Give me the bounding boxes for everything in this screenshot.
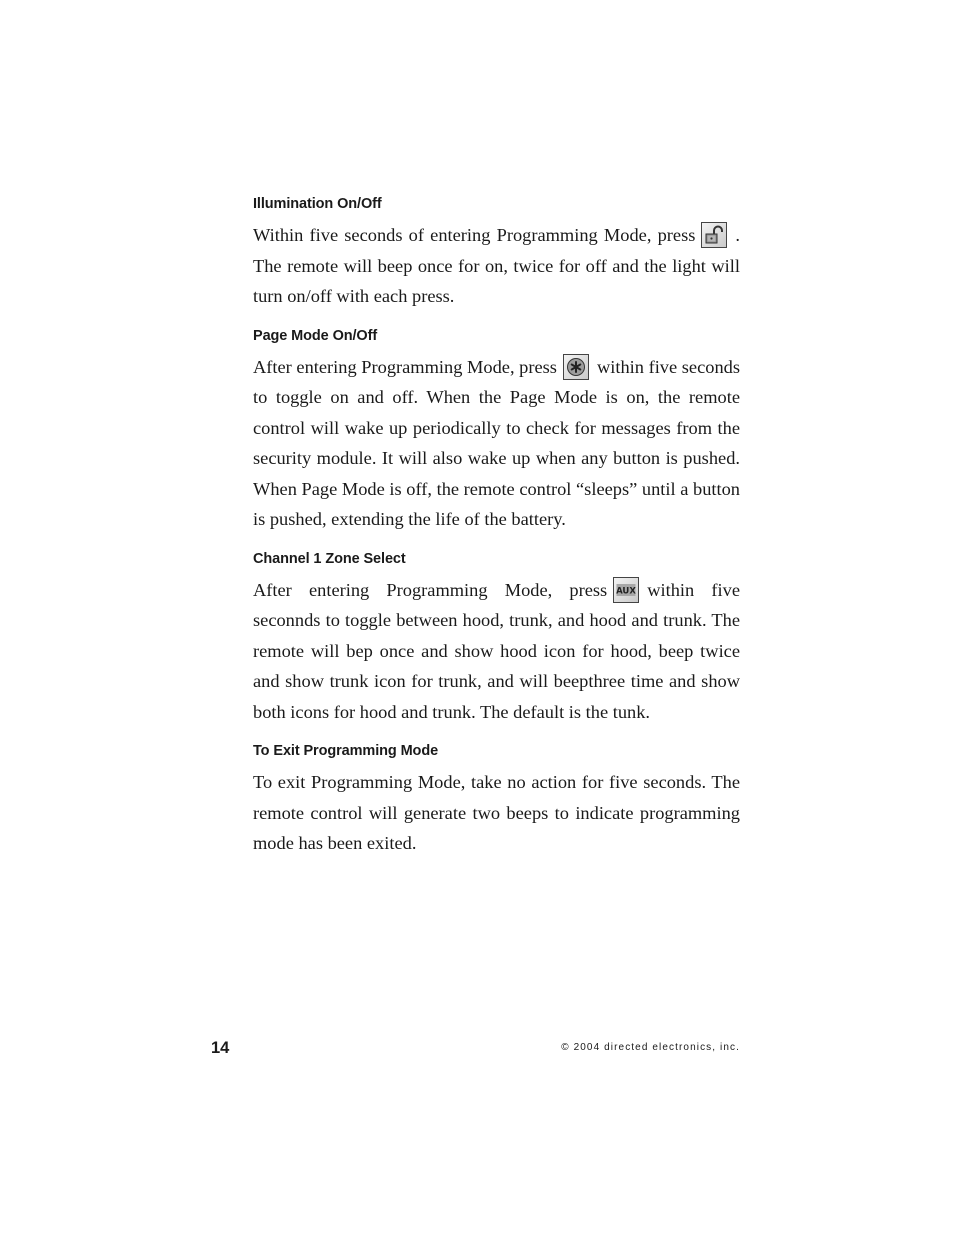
section-illumination xyxy=(253,194,740,312)
unlock-button-icon xyxy=(701,222,727,248)
paragraph-text: Within five seconds of entering Programming Mode, press xyxy=(253,225,696,245)
asterisk-button-icon xyxy=(563,354,589,380)
section-paragraph xyxy=(253,575,740,728)
section-heading: Channel 1 Zone Select xyxy=(253,550,406,567)
paragraph-text: After entering Programming Mode, press xyxy=(253,356,557,377)
aux-button-icon xyxy=(613,577,639,603)
aux-icon-label: AUX xyxy=(616,586,637,597)
section-heading: To Exit Programming Mode xyxy=(253,743,439,759)
page-number: 14 xyxy=(211,1039,230,1057)
section-paragraph: To exit Programming Mode, take no action for five seconds. The remote control will generate two beeps to indicate programming mode has been exited. xyxy=(253,772,740,853)
section-exit xyxy=(253,741,740,859)
page-content xyxy=(253,194,740,859)
paragraph-text: . The remote will beep once for on, twice for off and the light will turn on/off with each press. xyxy=(253,225,740,306)
paragraph-text: After entering Programming Mode, press xyxy=(253,579,608,600)
paragraph-text: within five seconds to toggle on and off. When the Page Mode is on, the remote control will wake up periodically to check for messages from the security module. It will also wake up when any button is pushed. When Page Mode is off, the remote control “sleeps” until a button is pushed, extending the life of the battery. xyxy=(253,356,740,529)
section-channel-zone xyxy=(253,549,740,728)
section-heading: Page Mode On/Off xyxy=(253,327,378,344)
copyright-notice: © 2004 directed electronics, inc. xyxy=(561,1042,740,1053)
section-heading: Illumination On/Off xyxy=(253,196,382,212)
paragraph-text: within five seconnds to toggle between hood, trunk, and hood and trunk. The remote will bep once and show hood icon for hood, beep twice and show trunk icon for trunk, and will beepthree time and show both icons for hood and trunk. The default is the tunk. xyxy=(253,579,740,722)
section-page-mode xyxy=(253,326,740,535)
section-paragraph xyxy=(253,220,740,312)
section-paragraph xyxy=(253,352,740,535)
